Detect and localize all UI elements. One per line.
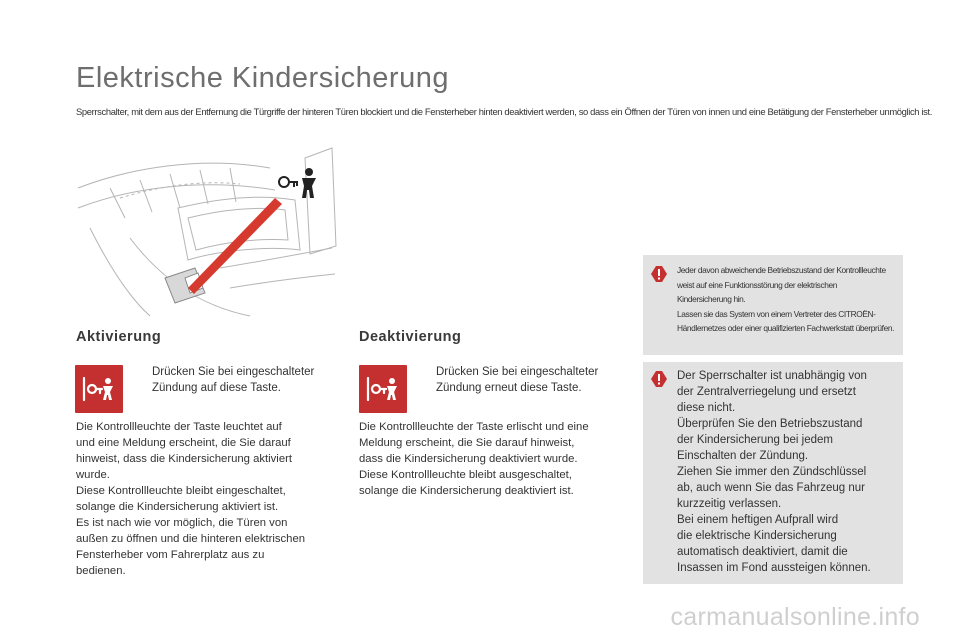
text-line: Diese Kontrollleuchte bleibt ausgeschaltet, [359, 469, 572, 481]
deactivation-instruction [418, 364, 628, 396]
info-note-panel [643, 362, 903, 584]
text-line: Ziehen Sie immer den Zündschlüssel [677, 466, 867, 478]
text-line: Kindersicherung hin. [677, 294, 746, 304]
text-line: solange die Kindersicherung aktiviert ist. [76, 501, 279, 513]
warning-note-panel [643, 255, 903, 355]
text-line: die elektrische Kindersicherung [677, 530, 837, 542]
info-note-text [677, 368, 901, 576]
text-line: Die Kontrollleuchte der Taste erlischt und eine [359, 421, 589, 433]
text-line: Jeder davon abweichende Betriebszustand der Kontrollleuchte [677, 265, 886, 275]
text-line: der Kindersicherung bei jedem [677, 434, 833, 446]
child-lock-button-icon [75, 365, 123, 413]
deactivation-instruction-line-2: Zündung erneut diese Taste. [436, 382, 582, 394]
text-line: der Zentralverriegelung und ersetzt [677, 386, 856, 398]
child-lock-button-icon [359, 365, 407, 413]
text-line: Diese Kontrollleuchte bleibt eingeschaltet, [76, 485, 286, 497]
text-line: kurzzeitig verlassen. [677, 498, 782, 510]
text-line: weist auf eine Funktionsstörung der elektrischen [677, 279, 838, 290]
activation-instruction-line-1: Drücken Sie bei eingeschalteter [152, 366, 315, 378]
text-line: Händlernetzes oder einer qualifizierten Fachwerkstatt überprüfen. [677, 323, 895, 333]
text-line: dass die Kindersicherung deaktiviert wurde. [359, 453, 578, 465]
text-line: ab, auch wenn Sie das Fahrzeug nur [677, 482, 865, 494]
text-line: Fensterheber vom Fahrerplatz aus zu [76, 549, 265, 561]
activation-body [76, 419, 346, 579]
deactivation-body [359, 419, 629, 499]
activation-heading: Aktivierung [76, 329, 162, 345]
text-line: Bei einem heftigen Aufprall wird [677, 514, 839, 526]
text-line: solange die Kindersicherung deaktiviert ist. [359, 485, 574, 497]
activation-instruction-line-2: Zündung auf diese Taste. [152, 382, 281, 394]
text-line: Einschalten der Zündung. [677, 450, 809, 462]
text-line: Insassen im Fond aussteigen können. [677, 562, 871, 574]
page-subtitle: Sperrschalter, mit dem aus der Entfernung die Türgriffe der hinteren Türen blockiert und die Fensterheber hinten deaktiviert werden, so dass ein Öffnen der Türen von innen und eine Betätigung der Fensterheber unmöglich ist. [76, 106, 933, 117]
child-lock-icon [279, 168, 316, 198]
text-line: Der Sperrschalter ist unabhängig von [677, 370, 867, 382]
warning-icon [650, 265, 668, 283]
deactivation-instruction-line-1: Drücken Sie bei eingeschalteter [436, 366, 599, 378]
text-line: bedienen. [76, 565, 126, 577]
text-line: Überprüfen Sie den Betriebszustand [677, 418, 863, 430]
warning-icon [650, 370, 668, 388]
watermark: carmanualsonline.info [670, 603, 920, 631]
text-line: hinweist, dass die Kindersicherung aktiviert [76, 453, 293, 465]
text-line: Die Kontrollleuchte der Taste leuchtet auf [76, 421, 282, 433]
deactivation-heading: Deaktivierung [359, 329, 462, 345]
warning-note-text [677, 263, 901, 336]
text-line: außen zu öffnen und die hinteren elektrischen [76, 533, 306, 545]
text-line: diese nicht. [677, 402, 736, 414]
door-panel-illustration [70, 128, 340, 318]
text-line: automatisch deaktiviert, damit die [677, 546, 848, 558]
page-title: Elektrische Kindersicherung [76, 62, 449, 94]
text-line: Lassen sie das System von einem Vertreter des CITROËN- [677, 308, 876, 319]
text-line: wurde. [76, 469, 110, 481]
text-line: und eine Meldung erscheint, die Sie darauf [76, 437, 291, 449]
text-line: Meldung erscheint, die Sie darauf hinweist, [359, 437, 575, 449]
text-line: Es ist nach wie vor möglich, die Türen von [76, 517, 288, 529]
activation-instruction [134, 364, 334, 396]
